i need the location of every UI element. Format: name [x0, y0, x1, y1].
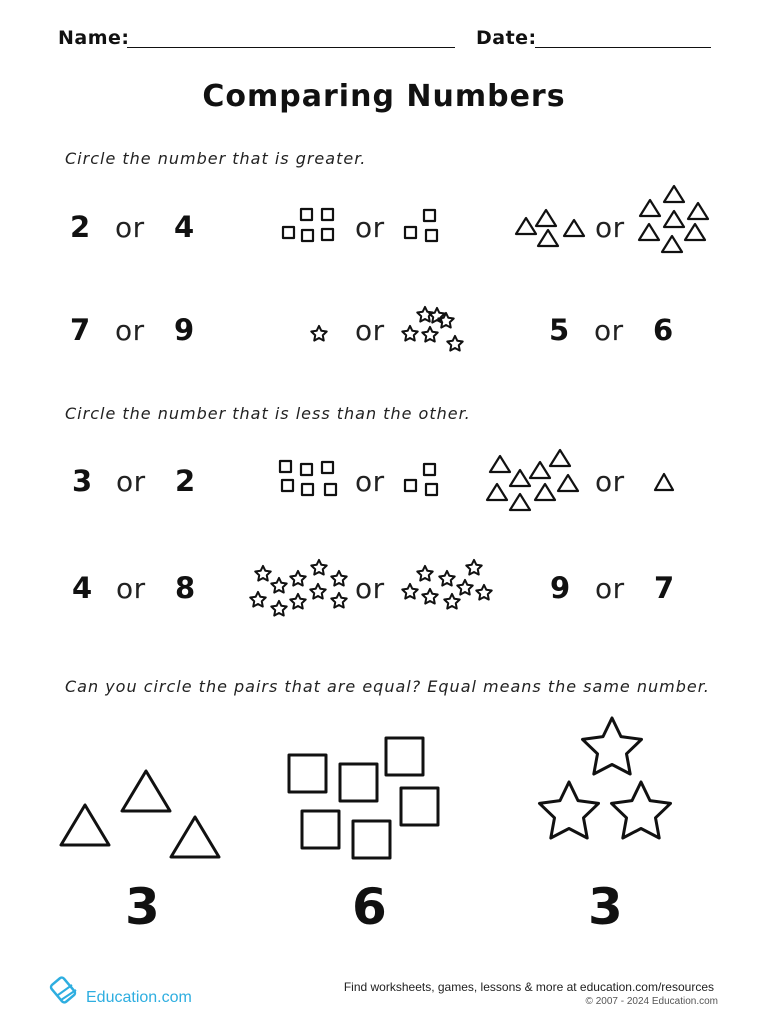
triangle-icon: [662, 236, 682, 252]
square-icon: [424, 210, 435, 221]
square-icon: [426, 230, 437, 241]
or-label: or: [355, 314, 385, 347]
star-icon: [311, 560, 326, 575]
star-icon: [457, 580, 472, 595]
star-icon: [311, 326, 326, 341]
square-icon: [325, 484, 336, 495]
or-label: or: [355, 465, 385, 498]
number-item: 9: [174, 313, 195, 347]
triangle-icon: [640, 200, 660, 216]
triangles-group: [487, 450, 578, 510]
square-icon: [302, 230, 313, 241]
number-item: 7: [654, 571, 675, 605]
big-squares-group: [289, 738, 438, 858]
star-icon: [310, 584, 325, 599]
star-icon: [331, 571, 346, 586]
square-icon: [405, 480, 416, 491]
star-icon: [271, 601, 286, 616]
or-label: or: [116, 572, 146, 605]
triangle-icon: [61, 805, 109, 845]
squares-group: [280, 461, 336, 495]
name-label: Name:: [58, 27, 130, 49]
star-icon: [429, 308, 444, 323]
square-icon: [401, 788, 438, 825]
square-icon: [322, 229, 333, 240]
date-label: Date:: [476, 27, 537, 49]
star-icon: [402, 326, 417, 341]
number-item: 2: [175, 464, 196, 498]
or-label: or: [595, 465, 625, 498]
star-icon: [583, 718, 642, 774]
triangle-icon: [490, 456, 510, 472]
group-number: 3: [125, 878, 160, 936]
triangle-icon: [558, 475, 578, 491]
triangle-icon: [664, 211, 684, 227]
number-item: 4: [174, 210, 195, 244]
number-item: 6: [653, 313, 674, 347]
or-label: or: [355, 211, 385, 244]
square-icon: [301, 209, 312, 220]
squares-group: [405, 210, 437, 241]
stars-group: [402, 560, 491, 609]
squares-group: [283, 209, 333, 241]
number-item: 4: [72, 571, 93, 605]
triangle-icon: [655, 474, 673, 490]
number-item: 7: [70, 313, 91, 347]
or-label: or: [115, 314, 145, 347]
triangle-icon: [530, 462, 550, 478]
triangle-icon: [664, 186, 684, 202]
group-number: 3: [588, 878, 623, 936]
brand-name[interactable]: Education.com: [86, 989, 192, 1006]
copyright: © 2007 - 2024 Education.com: [585, 996, 718, 1007]
square-icon: [405, 227, 416, 238]
star-icon: [444, 594, 459, 609]
square-icon: [289, 755, 326, 792]
instruction-less: Circle the number that is less than the other.: [65, 404, 471, 423]
square-icon: [301, 464, 312, 475]
or-label: or: [595, 211, 625, 244]
number-item: 5: [549, 313, 570, 347]
triangle-icon: [487, 484, 507, 500]
triangle-icon: [510, 470, 530, 486]
footer-tagline[interactable]: Find worksheets, games, lessons & more at education.com/resources: [343, 980, 714, 994]
square-icon: [340, 764, 377, 801]
star-icon: [271, 578, 286, 593]
triangle-icon: [538, 230, 558, 246]
page-title: Comparing Numbers: [202, 79, 566, 114]
triangle-icon: [536, 210, 556, 226]
or-label: or: [595, 572, 625, 605]
star-icon: [290, 594, 305, 609]
star-icon: [466, 560, 481, 575]
triangle-icon: [535, 484, 555, 500]
number-item: 8: [175, 571, 196, 605]
square-icon: [424, 464, 435, 475]
or-label: or: [115, 211, 145, 244]
stars-group: [402, 307, 462, 351]
star-icon: [447, 336, 462, 351]
square-icon: [353, 821, 390, 858]
or-label: or: [594, 314, 624, 347]
star-icon: [612, 782, 671, 838]
number-item: 3: [72, 464, 93, 498]
number-item: 2: [70, 210, 91, 244]
square-icon: [282, 480, 293, 491]
star-icon: [402, 584, 417, 599]
star-icon: [540, 782, 599, 838]
or-label: or: [355, 572, 385, 605]
square-icon: [302, 484, 313, 495]
star-icon: [417, 566, 432, 581]
triangle-icon: [639, 224, 659, 240]
star-icon: [422, 589, 437, 604]
square-icon: [426, 484, 437, 495]
triangle-icon: [122, 771, 170, 811]
triangle-icon: [564, 220, 584, 236]
triangle-icon: [510, 494, 530, 510]
triangle-icon: [688, 203, 708, 219]
number-item: 9: [550, 571, 571, 605]
square-icon: [283, 227, 294, 238]
triangle-icon: [516, 218, 536, 234]
or-label: or: [116, 465, 146, 498]
instruction-greater: Circle the number that is greater.: [65, 149, 367, 168]
education-logo-icon: [50, 976, 76, 1003]
square-icon: [322, 209, 333, 220]
squares-group: [405, 464, 437, 495]
triangles-group: [639, 186, 708, 252]
big-triangles-group: [61, 771, 219, 857]
square-icon: [386, 738, 423, 775]
triangles-group: [516, 210, 584, 246]
group-number: 6: [352, 878, 387, 936]
star-icon: [476, 585, 491, 600]
triangle-icon: [550, 450, 570, 466]
triangle-icon: [685, 224, 705, 240]
big-stars-group: [540, 718, 671, 838]
star-icon: [331, 593, 346, 608]
stars-group: [250, 560, 346, 616]
instruction-equal: Can you circle the pairs that are equal? Equal means the same number.: [65, 677, 710, 696]
star-icon: [439, 571, 454, 586]
square-icon: [322, 462, 333, 473]
triangle-icon: [171, 817, 219, 857]
star-icon: [255, 566, 270, 581]
square-icon: [280, 461, 291, 472]
star-icon: [422, 327, 437, 342]
square-icon: [302, 811, 339, 848]
star-icon: [290, 571, 305, 586]
star-icon: [250, 592, 265, 607]
